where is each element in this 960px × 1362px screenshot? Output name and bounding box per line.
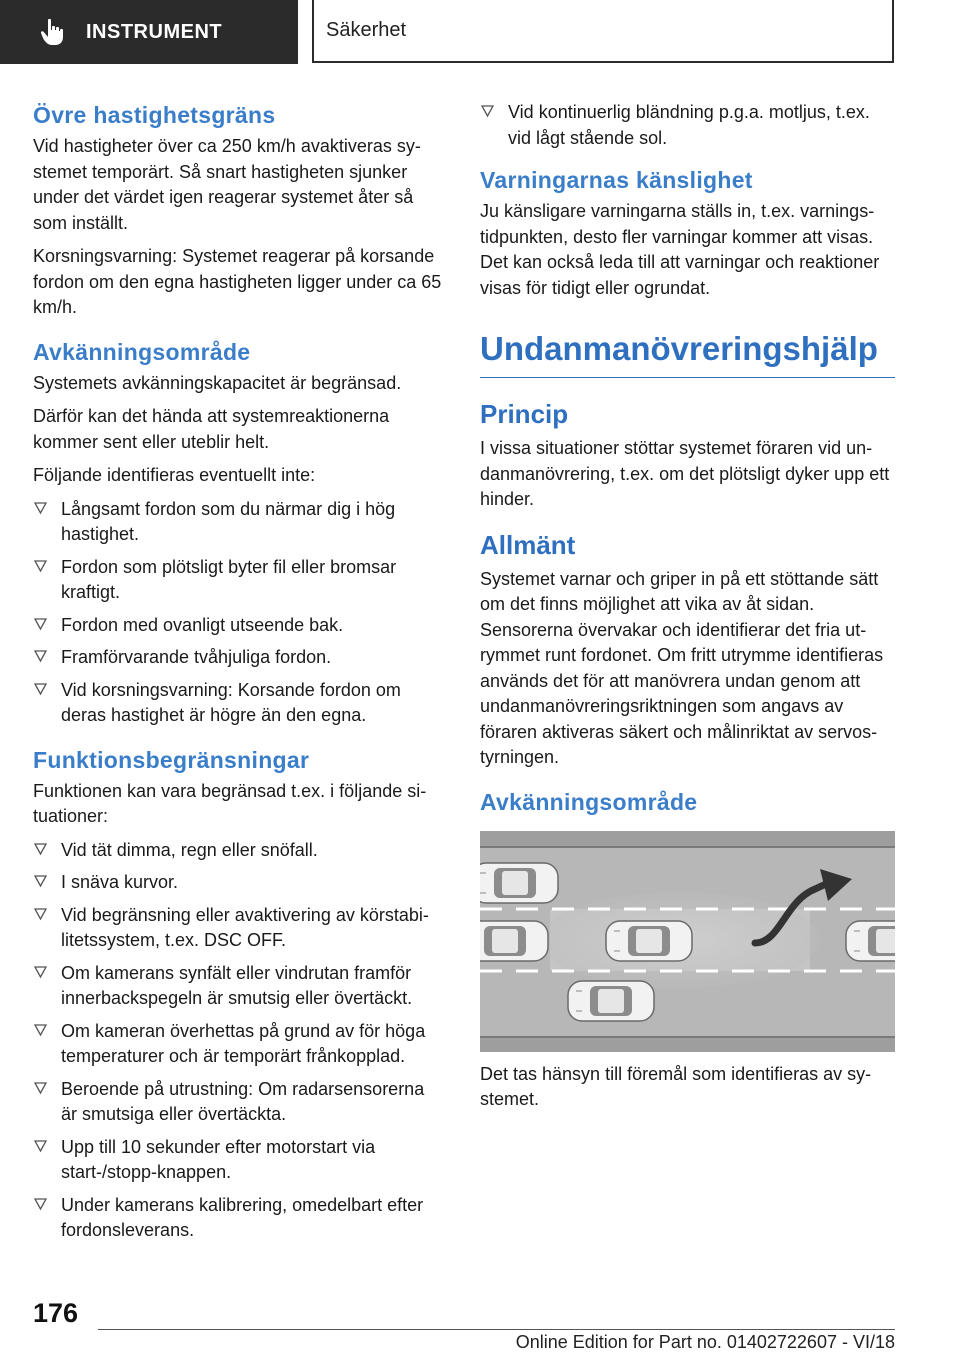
paragraph: Följande identifieras eventuellt inte: (33, 465, 316, 485)
section-function-limitations (33, 745, 445, 1244)
triangle-bullet-icon (33, 681, 48, 696)
list-item-text: Långsamt fordon som du närmar dig i hög hastighet. (61, 498, 396, 544)
triangle-bullet-icon (33, 1138, 48, 1153)
footer-edition: Online Edition for Part no. 01402722607 - VI/18 (515, 1332, 895, 1352)
list-item-text: Vid kontinuerlig bländning p.g.a. motljus, t.ex. vid lågt stående sol. (508, 102, 870, 148)
list-item-text: Om kamerans synfält eller vindrutan framför innerbackspegeln är smutsig eller övertäckt. (61, 962, 413, 1008)
section-heading: Avkänningsområde (33, 338, 251, 365)
list-item-text: Upp till 10 sekunder efter motorstart via start-/stopp-knappen. (61, 1136, 376, 1182)
section-heading: Allmänt (480, 529, 576, 560)
list-item (33, 613, 445, 639)
section-heading: Princip (480, 399, 569, 429)
bullet-list (480, 100, 895, 151)
section-title: Säkerhet (326, 19, 407, 41)
paragraph: I vissa situationer stöttar systemet föraren vid undanmanövrering, t.ex. om det plötsligt dyker upp ett hinder. (480, 438, 890, 509)
triangle-bullet-icon (33, 906, 48, 921)
list-item-text: Fordon med ovanligt utseende bak. (61, 614, 344, 635)
triangle-bullet-icon (480, 103, 495, 118)
paragraph: Vid hastigheter över ca 250 km/h avaktiveras systemet temporärt. Så snart hastigheten sjunker under det värdet igen reagerar systemet åter så som inställt. (33, 136, 421, 233)
list-item (33, 903, 445, 954)
section-warning-sensitivity (480, 165, 895, 301)
list-item-text: Under kamerans kalibrering, omedelbart efter fordonsleverans. (61, 1194, 424, 1240)
list-item-text: Om kameran överhettas på grund av för höga temperaturer och är temporärt frånkopplad. (61, 1020, 426, 1066)
list-item (33, 1193, 445, 1244)
section-principle (480, 398, 895, 513)
list-item (33, 1135, 445, 1186)
section-heading: Övre hastighetsgräns (33, 102, 276, 128)
triangle-bullet-icon (33, 616, 48, 631)
section-upper-speed-limit (33, 100, 445, 321)
triangle-bullet-icon (33, 558, 48, 573)
triangle-bullet-icon (33, 1196, 48, 1211)
triangle-bullet-icon (33, 500, 48, 515)
list-item (33, 1077, 445, 1128)
list-item (33, 497, 445, 548)
paragraph: Funktionen kan vara begränsad t.ex. i följande situationer: (33, 780, 427, 826)
list-item-text: Vid begränsning eller avaktivering av körstabilitetssystem, t.ex. DSC OFF. (61, 904, 429, 950)
list-item (33, 870, 445, 896)
list-item-text: Framförvarande tvåhjuliga fordon. (61, 647, 332, 667)
chapter-title: Undanmanövreringshjälp (480, 329, 895, 378)
paragraph: Systemet varnar och griper in på ett stöttande sätt om det finns möjlighet att vika av åt sidan. Sensorerna övervakar och identifierar det fria utrymmet runt fordonet. Om fritt utrymme identifieras används det för att manövrera undan genom att undanmanövreringsriktningen som angavs av föraren aktiveras säkert och målinriktat av servostyrningen. (480, 568, 884, 767)
bullet-list (33, 497, 445, 729)
list-item-text: Fordon som plötsligt byter fil eller bromsar kraftigt. (61, 556, 397, 602)
bullet-list (33, 838, 445, 1244)
section-header (312, 0, 894, 63)
paragraph: Korsningsvarning: Systemet reagerar på korsande fordon om den egna hastigheten ligger under ca 65 km/h. (33, 246, 442, 317)
header-tab[interactable] (0, 0, 298, 64)
list-item-text: Vid tät dimma, regn eller snöfall. (61, 839, 318, 860)
paragraph: Ju känsligare varningarna ställs in, t.ex. varningstidpunkten, desto fler varningar kommer att visas. Det kan också leda till att varningar och reaktioner visas för tidigt eller ogrundat. (480, 201, 880, 298)
list-item (480, 100, 895, 151)
header-tab-label: INSTRUMENT (86, 20, 223, 43)
road-detection-illustration (480, 831, 895, 1052)
triangle-bullet-icon (33, 873, 48, 888)
list-item-text: Vid korsningsvarning: Korsande fordon om deras hastighet är högre än den egna. (61, 679, 401, 725)
section-detection-range-2 (480, 787, 895, 1113)
section-heading: Varningarnas känslighet (480, 167, 753, 193)
section-detection-range (33, 337, 445, 729)
section-heading: Avkänningsområde (480, 788, 698, 815)
paragraph: Systemets avkänningskapacitet är begränsad. (33, 372, 402, 393)
list-item (33, 961, 445, 1012)
list-item (33, 838, 445, 864)
section-heading: Funktionsbegränsningar (33, 746, 310, 773)
footer-divider (98, 1329, 895, 1330)
page-number: 176 (33, 1298, 79, 1328)
triangle-bullet-icon (33, 1022, 48, 1037)
right-column (480, 100, 895, 1129)
triangle-bullet-icon (33, 964, 48, 979)
list-item-text: I snäva kurvor. (61, 872, 179, 892)
hand-pointer-icon (40, 18, 66, 46)
section-general (480, 529, 895, 771)
triangle-bullet-icon (33, 841, 48, 856)
left-column (33, 100, 445, 1260)
list-item (33, 678, 445, 729)
list-item (33, 1019, 445, 1070)
list-item (33, 555, 445, 606)
triangle-bullet-icon (33, 648, 48, 663)
paragraph: Därför kan det hända att systemreaktionerna kommer sent eller uteblir helt. (33, 406, 390, 452)
figure-caption: Det tas hänsyn till föremål som identifieras av systemet. (480, 1063, 872, 1109)
list-item-text: Beroende på utrustning: Om radarsensorerna är smutsiga eller övertäckta. (61, 1078, 425, 1124)
list-item (33, 645, 445, 671)
triangle-bullet-icon (33, 1080, 48, 1095)
